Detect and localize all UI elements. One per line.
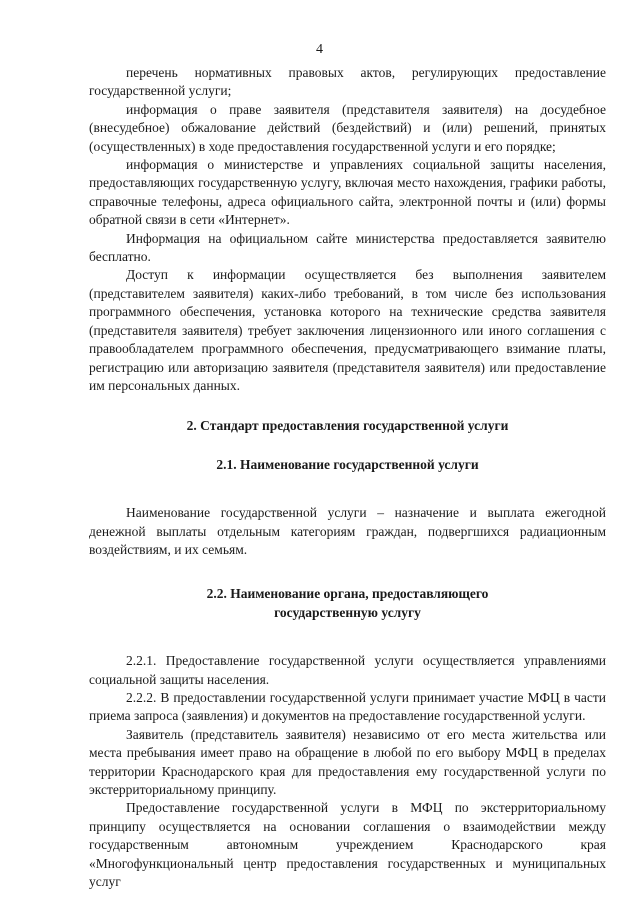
section-2-2-heading	[89, 585, 606, 622]
paragraph-ministry-info: информация о министерстве и управлениях социальной защиты населения, предоставляющих государственную услугу, включая место нахождения, графики работы, справочные телефоны, адреса официального сайта, электронной почты и (или) формы обратной связи в сети «Интернет».	[89, 157, 606, 228]
paragraph-2-2-1: 2.2.1. Предоставление государственной услуги осуществляется управлениями социальной защиты населения.	[89, 653, 606, 687]
paragraph-applicant-rights: Заявитель (представитель заявителя) независимо от его места жительства или места пребывания имеет право на обращение в любой по его выбору МФЦ в пределах территории Краснодарского края для предоставления ему государственной услуги по экстерриториальному принципу.	[89, 726, 606, 797]
paragraph-2-2-2: 2.2.2. В предоставлении государственной услуги принимает участие МФЦ в части приема запроса (заявления) и документов на предоставление государственной услуги.	[89, 689, 606, 724]
paragraph-access-conditions: Доступ к информации осуществляется без выполнения заявителем (представителем заявителя) каких-либо требований, в том числе без использования программного обеспечения, установка которого на технические средства заявителя (представителя заявителя) требует заключения лицензионного или иного соглашения с правообладателем программного обеспечения, предусматривающего взимание платы, регистрацию или авторизацию заявителя (представителя заявителя) или предоставление им персональных данных.	[89, 267, 606, 393]
paragraph-service-name: Наименование государственной услуги – назначение и выплата ежегодной денежной выплаты отдельным категориям граждан, подвергшихся радиационным воздействиям, и их семьям.	[89, 505, 606, 557]
paragraph-legal-acts: перечень нормативных правовых актов, регулирующих предоставление государственной услуги;	[89, 65, 606, 99]
section-2-2-heading-line-1: 2.2. Наименование органа, предоставляющего	[206, 586, 489, 602]
page-number: 4	[316, 42, 323, 57]
section-2-1-heading: 2.1. Наименование государственной услуги	[216, 456, 479, 472]
paragraph-appeal-rights: информация о праве заявителя (представителя заявителя) на досудебное (внесудебное) обжалование действий (бездействий) и (или) решений, принятых (осуществленных) в ходе предоставления государственной услуги и его порядке;	[89, 101, 606, 154]
paragraph-extraterritorial: Предоставление государственной услуги в МФЦ по экстерриториальному принципу осуществляется на основании соглашения о взаимодействии между государственным автономным учреждением Краснодарского края «Многофункциональный центр предоставления государственных и муниципальных услуг	[89, 800, 606, 890]
page-content	[89, 64, 606, 891]
paragraph-free-info: Информация на официальном сайте министерства предоставляется заявителю бесплатно.	[89, 230, 606, 265]
section-2-heading: 2. Стандарт предоставления государственной услуги	[186, 418, 509, 434]
section-2-2-heading-line-2: государственную услугу	[274, 604, 421, 620]
